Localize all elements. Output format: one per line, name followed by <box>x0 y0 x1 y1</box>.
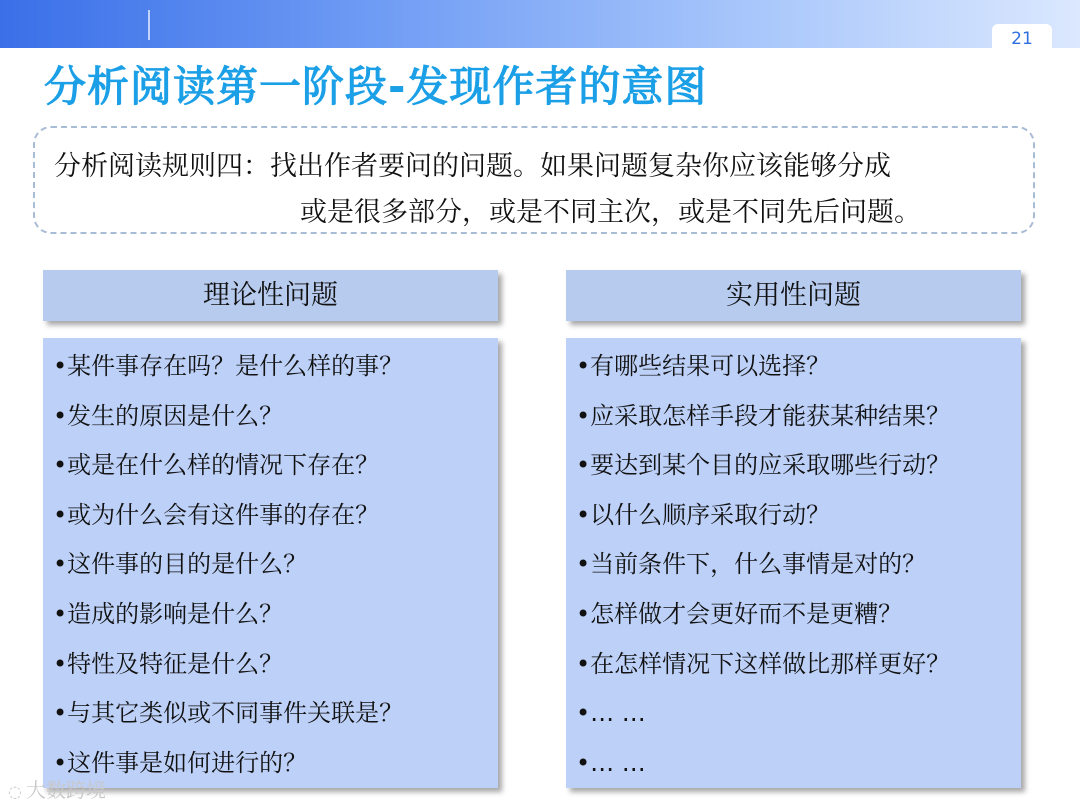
list-item: •怎样做才会更好而不是更糟？ <box>576 599 903 628</box>
theory-questions-panel <box>43 338 498 788</box>
list-item: •特性及特征是什么？ <box>53 649 284 678</box>
banner-divider <box>148 10 150 40</box>
list-item: •当前条件下，什么事情是对的？ <box>576 550 927 579</box>
list-item: •这件事是如何进行的？ <box>53 748 308 777</box>
theory-questions-header: 理论性问题 <box>43 270 498 321</box>
watermark-text: 大数跨境 <box>25 778 106 802</box>
list-item: •要达到某个目的应采取哪些行动？ <box>576 451 951 480</box>
practical-questions-header: 实用性问题 <box>566 270 1021 321</box>
list-item: •… … <box>576 699 646 728</box>
rule-text-line-2: 或是很多部分，或是不同主次，或是不同先后问题。 <box>300 197 921 228</box>
list-item: •或为什么会有这件事的存在？ <box>53 500 380 529</box>
list-item: •应采取怎样手段才能获某种结果？ <box>576 401 951 430</box>
list-item: •或是在什么样的情况下存在？ <box>53 451 380 480</box>
list-item: •某件事存在吗？是什么样的事？ <box>53 352 404 380</box>
watermark <box>8 774 106 803</box>
list-item: •以什么顺序采取行动？ <box>576 500 831 529</box>
list-item: •在怎样情况下这样做比那样更好？ <box>576 649 951 678</box>
page-number: 21 <box>992 24 1052 54</box>
list-item: •与其它类似或不同事件关联是？ <box>53 699 404 728</box>
rule-text-line-1: 分析阅读规则四：找出作者要问的问题。如果问题复杂你应该能够分成 <box>54 151 891 182</box>
top-banner <box>0 0 1080 48</box>
theory-questions-list <box>53 346 498 792</box>
slide-title: 分析阅读第一阶段-发现作者的意图 <box>44 62 708 111</box>
list-item: •这件事的目的是什么？ <box>53 550 308 579</box>
practical-questions-panel <box>566 338 1021 788</box>
list-item: •发生的原因是什么？ <box>53 401 284 430</box>
practical-questions-list <box>576 346 1021 792</box>
watermark-logo-icon: ◌ <box>8 782 22 801</box>
list-item: •… … <box>576 748 646 777</box>
list-item: •造成的影响是什么？ <box>53 599 284 628</box>
list-item: •有哪些结果可以选择？ <box>576 352 831 380</box>
